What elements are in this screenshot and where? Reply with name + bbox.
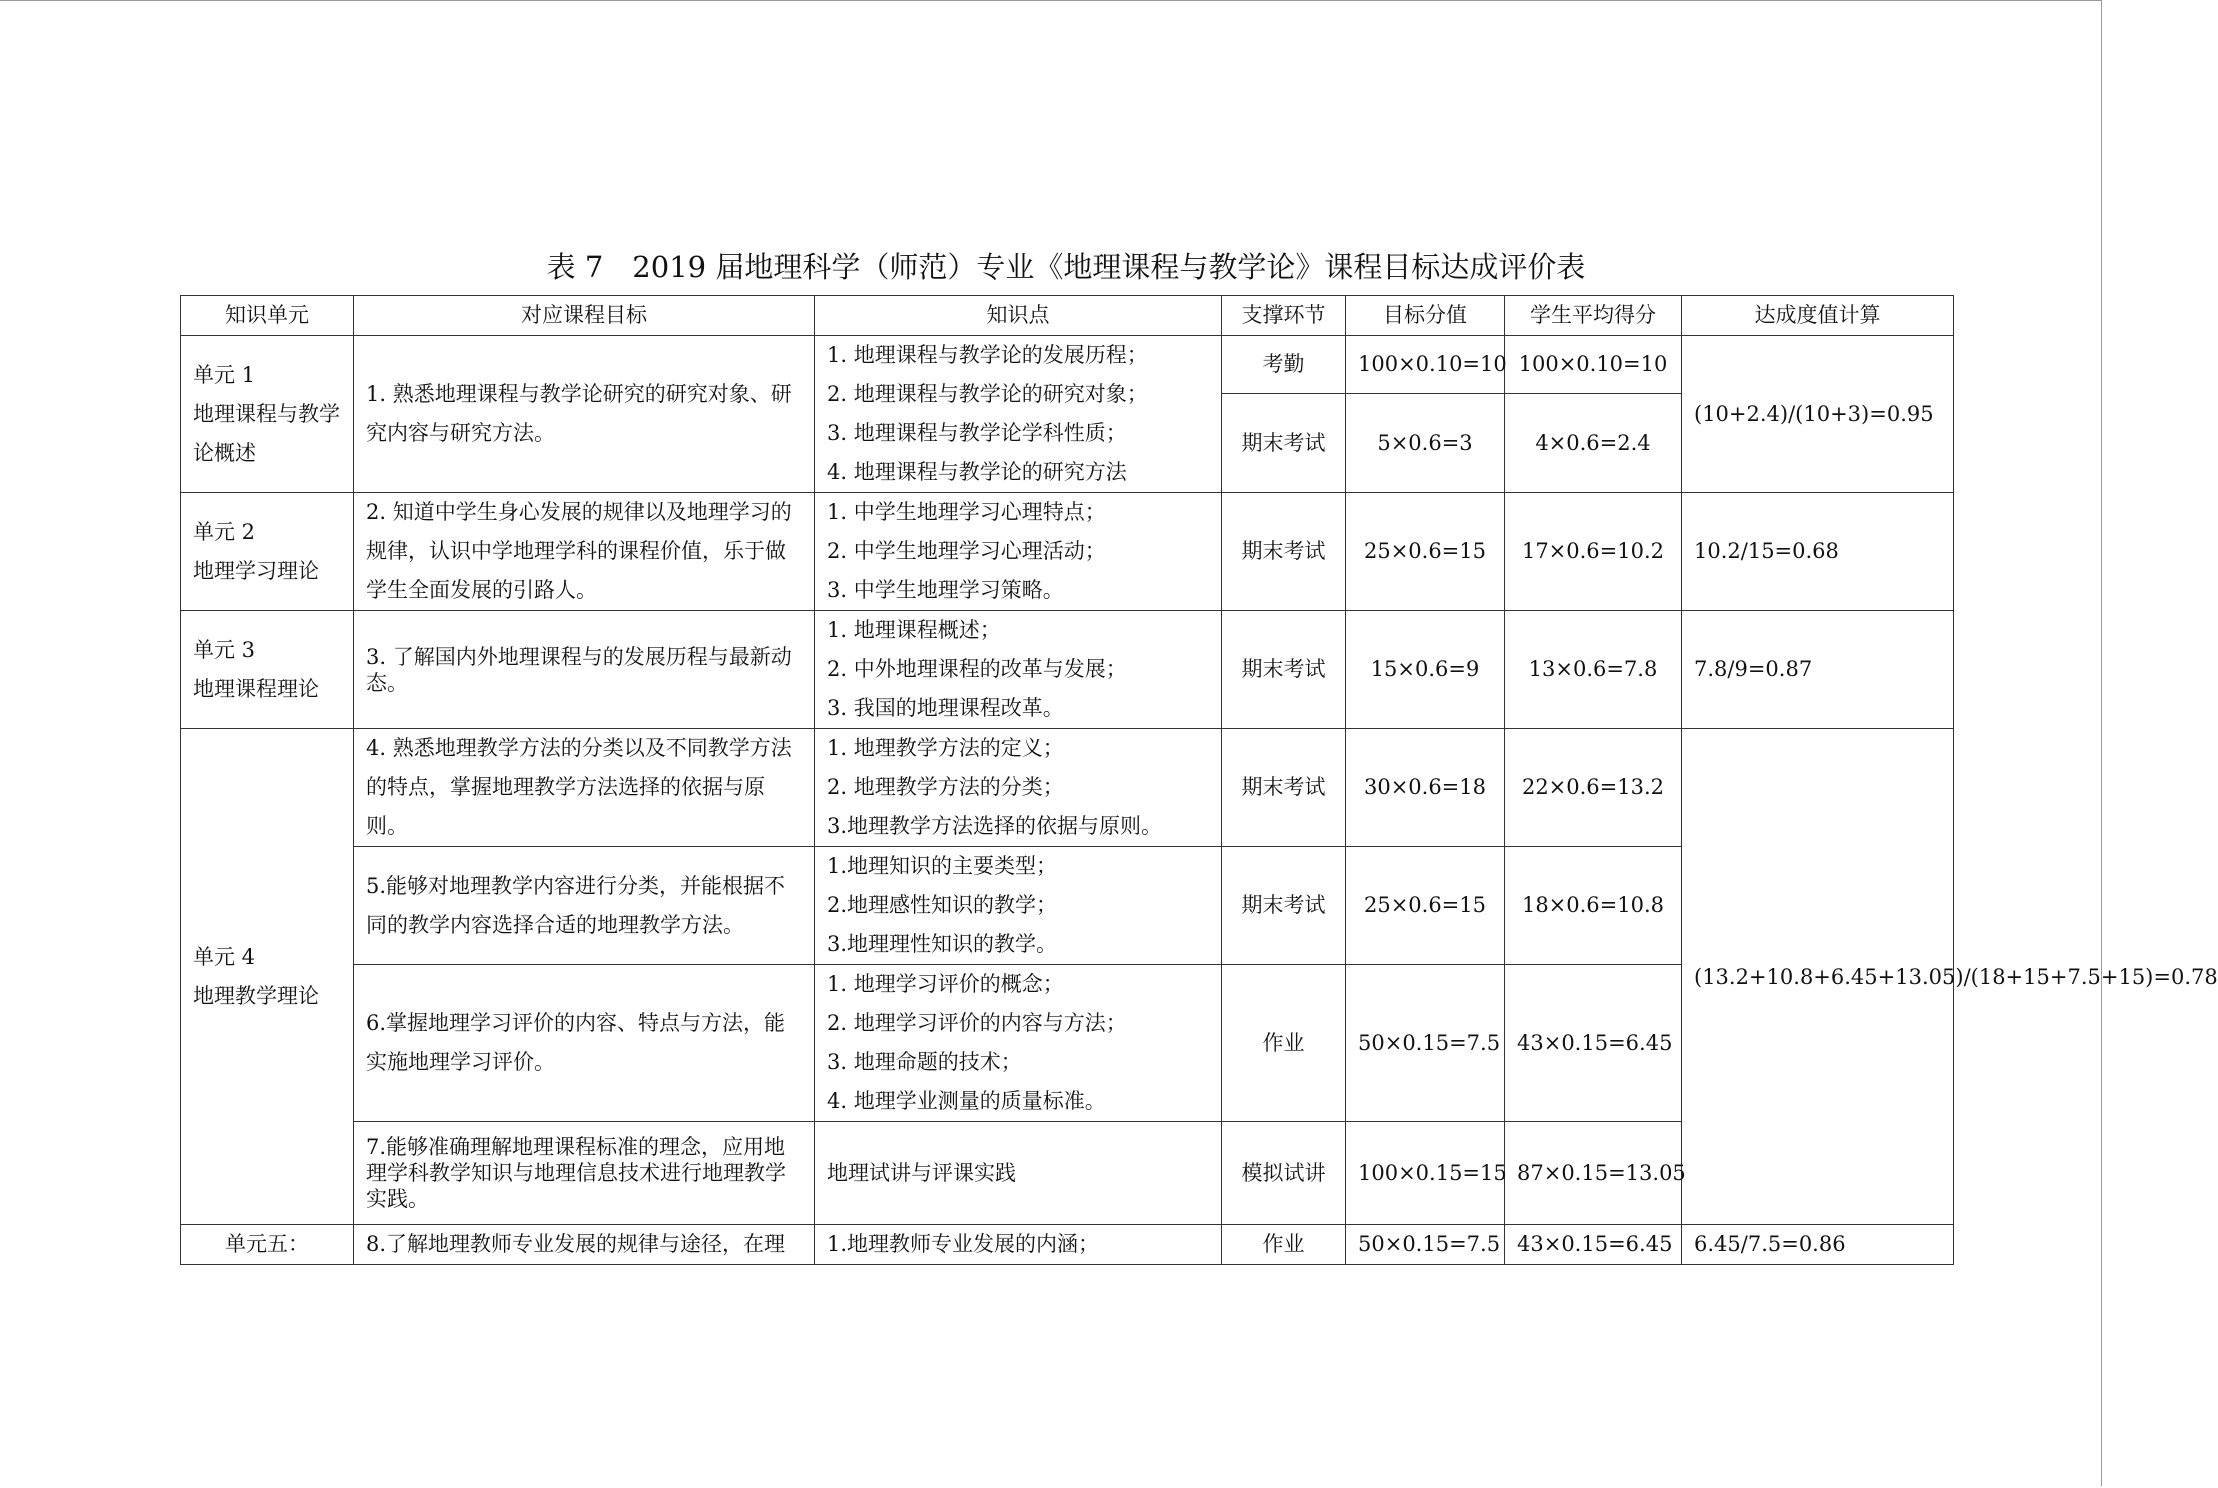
link-cell: 期末考试 xyxy=(1222,847,1346,965)
link-cell: 期末考试 xyxy=(1222,729,1346,847)
table-row xyxy=(181,493,1954,611)
link-cell: 期末考试 xyxy=(1222,394,1346,493)
score-cell: 13×0.6=7.8 xyxy=(1505,611,1682,729)
goal-cell: 4. 熟悉地理教学方法的分类以及不同教学方法的特点，掌握地理教学方法选择的依据与原则。 xyxy=(354,729,815,847)
score-cell: 43×0.15=6.45 xyxy=(1505,965,1682,1122)
table-title: 表 7 2019 届地理科学（师范）专业《地理课程与教学论》课程目标达成评价表 xyxy=(546,250,1586,284)
table-row xyxy=(181,1225,1954,1265)
score-cell: 17×0.6=10.2 xyxy=(1505,493,1682,611)
score-cell: 22×0.6=13.2 xyxy=(1505,729,1682,847)
evaluation-table xyxy=(180,295,2218,1265)
score-cell: 100×0.10=10 xyxy=(1505,336,1682,394)
header-link: 支撑环节 xyxy=(1222,296,1346,336)
table-row xyxy=(181,729,1954,847)
calc-cell: (13.2+10.8+6.45+13.05)/(18+15+7.5+15)=0.78 xyxy=(1682,729,1954,1225)
target-cell: 50×0.15=7.5 xyxy=(1346,965,1505,1122)
points-cell: 1. 地理课程与教学论的发展历程； 2. 地理课程与教学论的研究对象； 3. 地理课程与教学论学科性质； 4. 地理课程与教学论的研究方法 xyxy=(815,336,1222,493)
calc-cell: (10+2.4)/(10+3)=0.95 xyxy=(1682,336,1954,493)
link-cell: 期末考试 xyxy=(1222,493,1346,611)
score-cell: 18×0.6=10.8 xyxy=(1505,847,1682,965)
points-cell: 1. 地理课程概述； 2. 中外地理课程的改革与发展； 3. 我国的地理课程改革。 xyxy=(815,611,1222,729)
unit-cell: 单元 4 地理教学理论 xyxy=(181,729,354,1225)
table-header-row xyxy=(181,296,1954,336)
calc-cell: 7.8/9=0.87 xyxy=(1682,611,1954,729)
points-cell: 1. 地理教学方法的定义； 2. 地理教学方法的分类； 3.地理教学方法选择的依据与原则。 xyxy=(815,729,1222,847)
calc-cell: 10.2/15=0.68 xyxy=(1682,493,1954,611)
table-row xyxy=(181,336,1954,394)
link-cell: 作业 xyxy=(1222,965,1346,1122)
target-cell: 30×0.6=18 xyxy=(1346,729,1505,847)
goal-cell: 5.能够对地理教学内容进行分类，并能根据不同的教学内容选择合适的地理教学方法。 xyxy=(354,847,815,965)
unit-cell: 单元 1 地理课程与教学论概述 xyxy=(181,336,354,493)
header-unit: 知识单元 xyxy=(181,296,354,336)
header-score: 学生平均得分 xyxy=(1505,296,1682,336)
unit-cell: 单元 2 地理学习理论 xyxy=(181,493,354,611)
unit-cell: 单元 3 地理课程理论 xyxy=(181,611,354,729)
goal-cell: 8.了解地理教师专业发展的规律与途径，在理 xyxy=(354,1225,815,1265)
points-cell: 1. 中学生地理学习心理特点； 2. 中学生地理学习心理活动； 3. 中学生地理学习策略。 xyxy=(815,493,1222,611)
points-cell: 1.地理教师专业发展的内涵； xyxy=(815,1225,1222,1265)
link-cell: 考勤 xyxy=(1222,336,1346,394)
points-cell: 1. 地理学习评价的概念； 2. 地理学习评价的内容与方法； 3. 地理命题的技术； 4. 地理学业测量的质量标准。 xyxy=(815,965,1222,1122)
header-goal: 对应课程目标 xyxy=(354,296,815,336)
score-cell: 43×0.15=6.45 xyxy=(1505,1225,1682,1265)
header-points: 知识点 xyxy=(815,296,1222,336)
header-calc: 达成度值计算 xyxy=(1682,296,1954,336)
link-cell: 作业 xyxy=(1222,1225,1346,1265)
unit-cell: 单元五： xyxy=(181,1225,354,1265)
table-row xyxy=(181,611,1954,729)
score-cell: 87×0.15=13.05 xyxy=(1505,1122,1682,1225)
points-cell: 1.地理知识的主要类型； 2.地理感性知识的教学； 3.地理理性知识的教学。 xyxy=(815,847,1222,965)
target-cell: 15×0.6=9 xyxy=(1346,611,1505,729)
score-cell: 4×0.6=2.4 xyxy=(1505,394,1682,493)
goal-cell: 2. 知道中学生身心发展的规律以及地理学习的规律，认识中学地理学科的课程价值，乐于做学生全面发展的引路人。 xyxy=(354,493,815,611)
link-cell: 模拟试讲 xyxy=(1222,1122,1346,1225)
target-cell: 50×0.15=7.5 xyxy=(1346,1225,1505,1265)
target-cell: 100×0.15=15 xyxy=(1346,1122,1505,1225)
goal-cell: 6.掌握地理学习评价的内容、特点与方法，能实施地理学习评价。 xyxy=(354,965,815,1122)
link-cell: 期末考试 xyxy=(1222,611,1346,729)
goal-cell: 3. 了解国内外地理课程与的发展历程与最新动态。 xyxy=(354,611,815,729)
points-cell: 地理试讲与评课实践 xyxy=(815,1122,1222,1225)
target-cell: 100×0.10=10 xyxy=(1346,336,1505,394)
target-cell: 25×0.6=15 xyxy=(1346,493,1505,611)
goal-cell: 7.能够准确理解地理课程标准的理念，应用地理学科教学知识与地理信息技术进行地理教学实践。 xyxy=(354,1122,815,1225)
target-cell: 25×0.6=15 xyxy=(1346,847,1505,965)
goal-cell: 1. 熟悉地理课程与教学论研究的研究对象、研究内容与研究方法。 xyxy=(354,336,815,493)
target-cell: 5×0.6=3 xyxy=(1346,394,1505,493)
calc-cell: 6.45/7.5=0.86 xyxy=(1682,1225,1954,1265)
header-target: 目标分值 xyxy=(1346,296,1505,336)
